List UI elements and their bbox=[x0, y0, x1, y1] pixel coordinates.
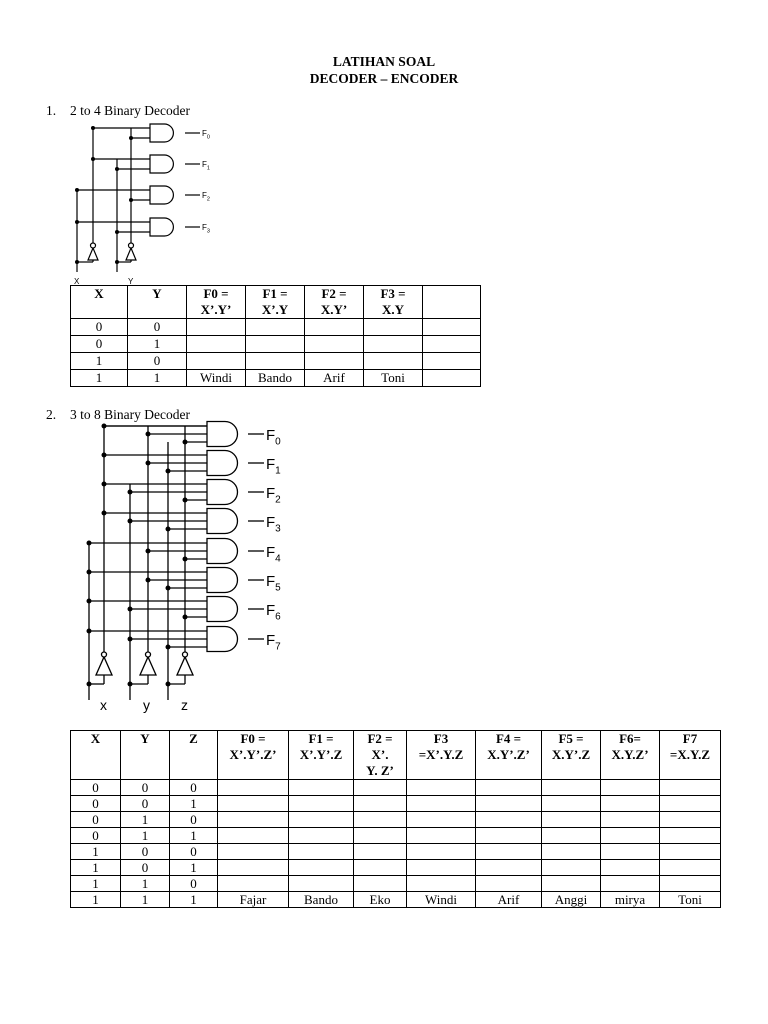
table-cell bbox=[601, 876, 660, 892]
table-cell: 1 bbox=[71, 876, 121, 892]
column-header-text: F4 = bbox=[495, 731, 522, 746]
table-cell bbox=[542, 780, 601, 796]
output-subscript: 1 bbox=[206, 165, 210, 172]
table-cell bbox=[542, 828, 601, 844]
table-cell bbox=[354, 780, 407, 796]
table-cell bbox=[476, 796, 542, 812]
output-subscript: 6 bbox=[275, 611, 281, 623]
column-header bbox=[660, 731, 721, 780]
table-cell bbox=[289, 796, 354, 812]
column-header-text: Y bbox=[140, 731, 150, 746]
table-cell: 0 bbox=[128, 319, 187, 336]
output-subscript: 0 bbox=[275, 436, 281, 448]
table-cell: 1 bbox=[71, 353, 128, 370]
input-label-y: Y bbox=[128, 277, 134, 286]
table-cell bbox=[407, 812, 476, 828]
not-gate bbox=[96, 657, 112, 675]
table-cell: 0 bbox=[121, 844, 170, 860]
column-header-text: X bbox=[90, 731, 101, 746]
input-label-z: z bbox=[181, 697, 188, 713]
column-header-text: X’. bbox=[371, 747, 389, 762]
table-row bbox=[71, 828, 721, 844]
not-gate bbox=[177, 657, 193, 675]
table-cell bbox=[601, 796, 660, 812]
column-header bbox=[476, 731, 542, 780]
table-cell bbox=[354, 796, 407, 812]
output-subscript: 0 bbox=[206, 134, 210, 141]
table-row bbox=[71, 892, 721, 908]
not-bubble bbox=[146, 652, 151, 657]
section-2-title: 3 to 8 Binary Decoder bbox=[70, 407, 190, 422]
table-cell: 0 bbox=[71, 812, 121, 828]
column-header-text: X’.Y’.Z bbox=[299, 747, 343, 762]
column-header-text: Y bbox=[152, 286, 162, 301]
column-header-text: F0 = bbox=[240, 731, 266, 746]
table-cell bbox=[542, 876, 601, 892]
table-cell: Arif bbox=[476, 892, 542, 908]
output-subscript: 5 bbox=[275, 582, 281, 594]
table-cell: 1 bbox=[128, 336, 187, 353]
table-cell bbox=[660, 844, 721, 860]
table-cell bbox=[218, 860, 289, 876]
table-cell bbox=[601, 860, 660, 876]
table-cell: 1 bbox=[121, 812, 170, 828]
table-cell bbox=[476, 844, 542, 860]
output-label: $F_2$ bbox=[266, 485, 281, 506]
column-header-text: F1 = bbox=[262, 286, 288, 301]
column-header-text: X.Y.Z’ bbox=[611, 747, 649, 762]
and-gate bbox=[207, 480, 238, 505]
output-label: $F_5$ bbox=[266, 573, 281, 594]
table-cell bbox=[542, 796, 601, 812]
column-header-text: Y. Z’ bbox=[366, 763, 394, 778]
and-gate bbox=[207, 451, 238, 476]
column-header bbox=[218, 731, 289, 780]
column-header-text: X bbox=[94, 286, 104, 301]
column-header-text: F6= bbox=[619, 731, 641, 746]
table-cell bbox=[476, 860, 542, 876]
table-cell: 1 bbox=[71, 370, 128, 387]
column-header-text: X.Y’.Z’ bbox=[487, 747, 530, 762]
table-row bbox=[71, 876, 721, 892]
output-label: $F_1$ bbox=[202, 160, 210, 172]
page-title: LATIHAN SOAL bbox=[332, 54, 436, 69]
output-subscript: 1 bbox=[275, 465, 281, 477]
column-header-text: F0 = bbox=[203, 286, 229, 301]
table-cell: 0 bbox=[121, 796, 170, 812]
output-label: $F_6$ bbox=[266, 602, 281, 623]
table-cell bbox=[660, 876, 721, 892]
table-cell: 0 bbox=[128, 353, 187, 370]
column-header-text: F2 = bbox=[321, 286, 347, 301]
table-cell: 0 bbox=[170, 876, 218, 892]
table-cell: 1 bbox=[170, 796, 218, 812]
table-cell bbox=[218, 844, 289, 860]
column-header-text: Z bbox=[189, 731, 198, 746]
table-row bbox=[71, 860, 721, 876]
table-cell bbox=[354, 844, 407, 860]
column-header-text: F2 = bbox=[367, 731, 393, 746]
column-header-text: F5 = bbox=[558, 731, 584, 746]
output-subscript: 4 bbox=[275, 553, 281, 565]
table-cell: Toni bbox=[364, 370, 423, 387]
table-cell: 0 bbox=[121, 780, 170, 796]
table-cell: 1 bbox=[121, 892, 170, 908]
table-cell bbox=[660, 796, 721, 812]
table-cell bbox=[476, 828, 542, 844]
table-row bbox=[71, 796, 721, 812]
table-cell bbox=[354, 860, 407, 876]
table-cell: Bando bbox=[289, 892, 354, 908]
output-label: $F_7$ bbox=[266, 632, 281, 653]
table-cell: 1 bbox=[121, 876, 170, 892]
table-cell: Toni bbox=[660, 892, 721, 908]
column-header-text: X’.Y bbox=[261, 302, 289, 317]
table-cell: 0 bbox=[71, 319, 128, 336]
and-gate bbox=[207, 539, 238, 564]
junction-dot bbox=[87, 682, 92, 687]
table-cell bbox=[601, 844, 660, 860]
table-cell bbox=[476, 876, 542, 892]
output-label: $F_0$ bbox=[202, 129, 210, 141]
column-header-text: F3 = bbox=[380, 286, 406, 301]
column-header bbox=[601, 731, 660, 780]
table-cell bbox=[218, 796, 289, 812]
table-cell bbox=[218, 780, 289, 796]
column-header-text: X.Y bbox=[381, 302, 405, 317]
table-cell bbox=[218, 828, 289, 844]
junction-dot bbox=[128, 682, 133, 687]
table-cell bbox=[542, 860, 601, 876]
table-cell bbox=[542, 812, 601, 828]
table-cell bbox=[354, 828, 407, 844]
table-cell bbox=[289, 828, 354, 844]
column-header bbox=[407, 731, 476, 780]
table-cell: 1 bbox=[170, 860, 218, 876]
table-cell bbox=[407, 860, 476, 876]
column-header-text: X’.Y’ bbox=[200, 302, 232, 317]
table-cell: 0 bbox=[71, 780, 121, 796]
table-cell: Arif bbox=[305, 370, 364, 387]
table-cell: 1 bbox=[71, 844, 121, 860]
table-cell: 0 bbox=[71, 828, 121, 844]
output-label: $F_2$ bbox=[202, 191, 210, 203]
table-cell bbox=[660, 812, 721, 828]
table-cell: Windi bbox=[407, 892, 476, 908]
table-cell bbox=[407, 844, 476, 860]
table-cell: 0 bbox=[71, 336, 128, 353]
table-cell bbox=[289, 860, 354, 876]
table-cell: 1 bbox=[71, 860, 121, 876]
table-cell: 1 bbox=[128, 370, 187, 387]
table-cell bbox=[354, 876, 407, 892]
table-cell: 1 bbox=[121, 828, 170, 844]
and-gate bbox=[207, 568, 238, 593]
output-subscript: 2 bbox=[275, 494, 281, 506]
table-cell bbox=[407, 828, 476, 844]
column-header bbox=[354, 731, 407, 780]
and-gate bbox=[207, 509, 238, 534]
output-label: $F_0$ bbox=[266, 427, 281, 448]
output-subscript: 7 bbox=[275, 641, 281, 653]
output-label: $F_3$ bbox=[202, 223, 210, 235]
output-subscript: 3 bbox=[275, 523, 281, 535]
column-header-text: =X’.Y.Z bbox=[418, 747, 464, 762]
column-header bbox=[121, 731, 170, 780]
table-cell bbox=[289, 844, 354, 860]
table-cell: mirya bbox=[601, 892, 660, 908]
column-header-text: X’.Y’.Z’ bbox=[229, 747, 277, 762]
table-cell bbox=[289, 780, 354, 796]
table-cell: Fajar bbox=[218, 892, 289, 908]
table-header-row bbox=[71, 731, 721, 780]
column-header-text: =X.Y.Z bbox=[669, 747, 711, 762]
table-cell: Bando bbox=[246, 370, 305, 387]
table-cell: 0 bbox=[121, 860, 170, 876]
column-header bbox=[289, 731, 354, 780]
table-cell bbox=[476, 812, 542, 828]
table-cell bbox=[660, 780, 721, 796]
table-cell bbox=[218, 876, 289, 892]
section-1-title: 2 to 4 Binary Decoder bbox=[70, 103, 190, 118]
not-bubble bbox=[183, 652, 188, 657]
input-label-y: y bbox=[143, 697, 150, 713]
table-cell: 1 bbox=[170, 828, 218, 844]
page-subtitle: DECODER – ENCODER bbox=[309, 71, 459, 86]
output-subscript: 3 bbox=[206, 228, 210, 235]
column-header bbox=[170, 731, 218, 780]
column-header-text: X.Y’.Z bbox=[551, 747, 591, 762]
table-cell: 1 bbox=[170, 892, 218, 908]
table-cell: 1 bbox=[71, 892, 121, 908]
table-row bbox=[71, 812, 721, 828]
not-bubble bbox=[102, 652, 107, 657]
table-cell: Anggi bbox=[542, 892, 601, 908]
column-header-text: F7 bbox=[682, 731, 698, 746]
truth-table-3to8 bbox=[70, 730, 721, 908]
table-cell bbox=[289, 876, 354, 892]
table-cell bbox=[601, 828, 660, 844]
table-cell bbox=[218, 812, 289, 828]
output-subscript: 2 bbox=[206, 196, 210, 203]
table-cell bbox=[407, 876, 476, 892]
table-cell: 0 bbox=[71, 796, 121, 812]
table-row bbox=[71, 780, 721, 796]
column-header-text: F3 bbox=[433, 731, 449, 746]
junction-dot bbox=[166, 682, 171, 687]
and-gate bbox=[207, 627, 238, 652]
input-label-x: x bbox=[100, 697, 107, 713]
table-cell bbox=[660, 828, 721, 844]
output-label: $F_1$ bbox=[266, 456, 281, 477]
output-label: $F_3$ bbox=[266, 514, 281, 535]
column-header bbox=[542, 731, 601, 780]
output-label: $F_4$ bbox=[266, 544, 281, 565]
not-gate bbox=[140, 657, 156, 675]
table-cell bbox=[601, 812, 660, 828]
column-header bbox=[71, 731, 121, 780]
section-2-number: 2. bbox=[46, 407, 57, 422]
input-label-x: X bbox=[74, 277, 80, 286]
section-1-number: 1. bbox=[46, 103, 57, 118]
column-header-text: F1 = bbox=[308, 731, 334, 746]
table-cell: 0 bbox=[170, 844, 218, 860]
table-cell bbox=[289, 812, 354, 828]
table-cell bbox=[542, 844, 601, 860]
column-header-text: X.Y’ bbox=[320, 302, 348, 317]
and-gate bbox=[207, 597, 238, 622]
table-row bbox=[71, 844, 721, 860]
table-cell bbox=[476, 780, 542, 796]
table-cell: 0 bbox=[170, 780, 218, 796]
and-gate bbox=[207, 422, 238, 447]
table-cell bbox=[660, 860, 721, 876]
table-cell bbox=[407, 780, 476, 796]
table-cell bbox=[407, 796, 476, 812]
table-cell: 0 bbox=[170, 812, 218, 828]
table-cell bbox=[601, 780, 660, 796]
table-cell: Eko bbox=[354, 892, 407, 908]
table-cell: Windi bbox=[187, 370, 246, 387]
table-cell bbox=[354, 812, 407, 828]
